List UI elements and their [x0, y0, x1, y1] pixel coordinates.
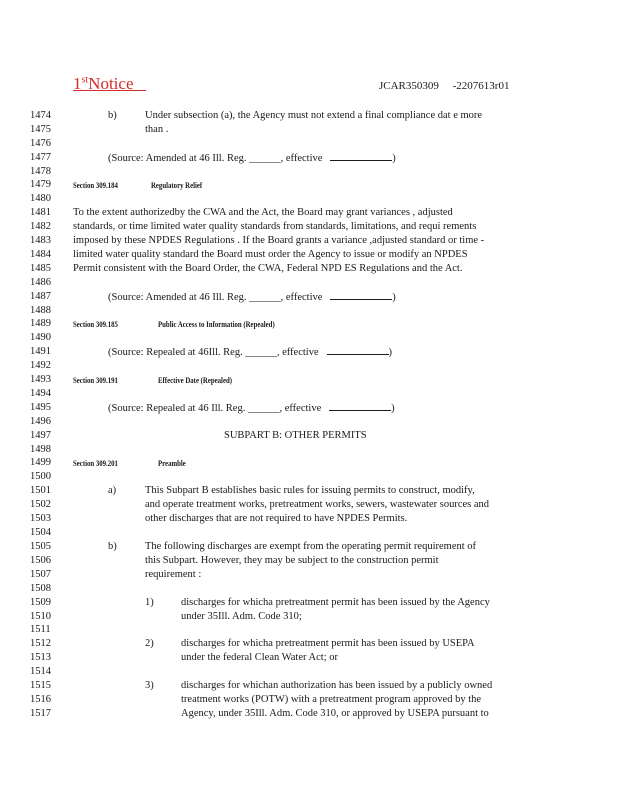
body-text-line: discharges for whicha pretreatment permit has been issued by USEPA — [181, 638, 475, 649]
line-number: 1489 — [30, 318, 51, 329]
source-note: (Source: Amended at 46 Ill. Reg. ______, effective ) — [108, 292, 396, 303]
body-text-line: Agency, under 35Ill. Adm. Code 310, or approved by USEPA pursuant to — [181, 708, 489, 719]
body-text-line: treatment works (POTW) with a pretreatment program approved by the — [181, 694, 482, 705]
document-code: JCAR350309 -2207613r01 — [379, 80, 510, 92]
body-text-line: and operate treatment works, pretreatment works, sewers, wastewater sources and — [145, 499, 490, 510]
body-text-line: discharges for whicha pretreatment permit has been issued by the Agency — [181, 597, 490, 608]
section-number: Section 309.191 — [73, 375, 118, 385]
section-title: Effective Date (Repealed) — [158, 375, 233, 385]
line-number: 1511 — [30, 624, 51, 635]
line-number: 1475 — [30, 124, 51, 135]
body-text-line: Under subsection (a), the Agency must not extend a final compliance dat e more — [145, 110, 483, 121]
line-number: 1506 — [30, 555, 51, 566]
section-title: Regulatory Relief — [151, 180, 203, 190]
line-number: 1503 — [30, 513, 51, 524]
line-number: 1504 — [30, 527, 51, 538]
line-number: 1493 — [30, 374, 51, 385]
section-number: Section 309.201 — [73, 458, 118, 468]
item-label: 3) — [145, 680, 154, 691]
body-text-line: imposed by these NPDES Regulations . If the Board grants a variance ,adjusted standard or time - — [73, 235, 485, 246]
body-text-line: other discharges that are not required to have NPDES Permits. — [145, 513, 408, 524]
item-label: 1) — [145, 597, 154, 608]
line-number: 1497 — [30, 430, 51, 441]
line-number: 1480 — [30, 193, 51, 204]
body-text-line: than . — [145, 124, 169, 135]
section-number: Section 309.185 — [73, 319, 118, 329]
line-number: 1482 — [30, 221, 51, 232]
source-note: (Source: Repealed at 46Ill. Reg. ______, effective ) — [108, 347, 392, 358]
line-number: 1476 — [30, 138, 51, 149]
line-number: 1514 — [30, 666, 51, 677]
line-number: 1495 — [30, 402, 51, 413]
line-number: 1515 — [30, 680, 51, 691]
line-number: 1477 — [30, 152, 51, 163]
line-number: 1492 — [30, 360, 51, 371]
body-text-line: Permit consistent with the Board Order, the CWA, Federal NPD ES Regulations and the Act. — [73, 263, 463, 274]
line-number: 1498 — [30, 444, 51, 455]
line-number: 1510 — [30, 611, 51, 622]
body-text-line: The following discharges are exempt from the operating permit requirement of — [145, 541, 477, 552]
line-number: 1505 — [30, 541, 51, 552]
line-number: 1499 — [30, 457, 51, 468]
section-number: Section 309.184 — [73, 180, 118, 190]
body-text-line: standards, or time limited water quality standards from standards, limitations, and requi rements — [73, 221, 477, 232]
body-text-line: This Subpart B establishes basic rules for issuing permits to construct, modify, — [145, 485, 475, 496]
body-text-line: under 35Ill. Adm. Code 310; — [181, 611, 302, 622]
line-number: 1491 — [30, 346, 51, 357]
line-number: 1479 — [30, 179, 51, 190]
line-number: 1474 — [30, 110, 51, 121]
line-number: 1490 — [30, 332, 51, 343]
body-text-line: To the extent authorizedby the CWA and the Act, the Board may grant variances , adjusted — [73, 207, 453, 218]
line-number: 1517 — [30, 708, 51, 719]
line-number: 1516 — [30, 694, 51, 705]
subpart-heading: SUBPART B: OTHER PERMITS — [224, 430, 367, 441]
item-label: 2) — [145, 638, 154, 649]
line-number: 1501 — [30, 485, 51, 496]
line-number: 1486 — [30, 277, 51, 288]
line-number: 1502 — [30, 499, 51, 510]
line-number: 1478 — [30, 166, 51, 177]
item-label: b) — [108, 541, 117, 552]
body-text-line: this Subpart. However, they may be subject to the construction permit — [145, 555, 439, 566]
line-number: 1508 — [30, 583, 51, 594]
line-number: 1483 — [30, 235, 51, 246]
source-note: (Source: Repealed at 46 Ill. Reg. ______, effective ) — [108, 403, 395, 414]
line-number: 1488 — [30, 305, 51, 316]
line-number: 1500 — [30, 471, 51, 482]
body-text-line: requirement : — [145, 569, 202, 580]
line-number: 1496 — [30, 416, 51, 427]
line-number: 1484 — [30, 249, 51, 260]
item-label: a) — [108, 485, 117, 496]
source-note: (Source: Amended at 46 Ill. Reg. ______, effective ) — [108, 153, 396, 164]
body-text-line: discharges for whichan authorization has been issued by a publicly owned — [181, 680, 493, 691]
line-number: 1481 — [30, 207, 51, 218]
line-number: 1507 — [30, 569, 51, 580]
line-number: 1485 — [30, 263, 51, 274]
body-text-line: under the federal Clean Water Act; or — [181, 652, 338, 663]
notice-label: 1stNotice — [73, 74, 134, 93]
line-number: 1487 — [30, 291, 51, 302]
line-number: 1494 — [30, 388, 51, 399]
line-number: 1513 — [30, 652, 51, 663]
section-title: Preamble — [158, 458, 186, 468]
section-title: Public Access to Information (Repealed) — [158, 319, 275, 329]
item-label: b) — [108, 110, 117, 121]
line-number: 1509 — [30, 597, 51, 608]
body-text-line: limited water quality standard the Board must order the Agency to issue or modify an NPDES — [73, 249, 468, 260]
line-number: 1512 — [30, 638, 51, 649]
